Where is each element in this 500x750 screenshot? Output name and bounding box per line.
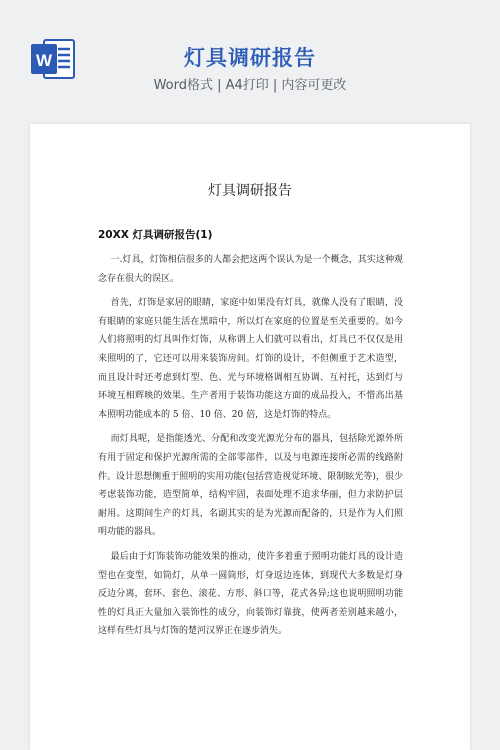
svg-text:W: W bbox=[35, 51, 53, 70]
paragraph: 最后由于灯饰装饰功能效果的推动，使许多着重于照明功能灯具的设计造型也在变型，如筒灯，从单一圆筒形，灯身返边连体，到现代大多数是灯身反边分离，套环、套色、滚花、方形、斜口等，花式各异;这也说明照明功能性的灯具正大量加入装饰性的成分，向装饰灯靠拢，使两者差别越来越小，这样有些灯具与灯饰的楚河汉界正在逐步消失。 bbox=[98, 551, 403, 637]
document-page bbox=[30, 124, 470, 750]
section-heading: 20XX 灯具调研报告(1) bbox=[98, 229, 213, 241]
page-heading: 灯具调研报告 bbox=[208, 183, 292, 199]
doc-title: 灯具调研报告 bbox=[184, 46, 316, 70]
document-body bbox=[98, 251, 403, 647]
header bbox=[0, 0, 500, 118]
paragraph: 而灯具呢，是指能透光、分配和改变光源光分布的器具，包括除光源外所有用于固定和保护光源所需的全部零部件，以及与电源连接所必需的线路附件。设计思想侧重于照明的实用功能(包括营造视觉环境、限制眩光等)，很少考虑装饰功能，造型简单，结构牢固，表面处理不追求华丽，但力求防护层耐用。这期间生产的灯具，名副其实的是为光源而配备的，只是作为人们照明功能的器具。 bbox=[98, 434, 403, 538]
paragraph: 首先，灯饰是家居的眼睛，家庭中如果没有灯具，就像人没有了眼睛，没有眼睛的家庭只能生活在黑暗中，所以灯在家庭的位置是至关重要的。如今人们将照明的灯具叫作灯饰，从称谓上人们就可以看出，灯具已不仅仅是用来照明的了，它还可以用来装饰房间。灯饰的设计，不但侧重于艺术造型，而且设计时还考虑到灯型、色、光与环境格调相互协调、互衬托，达到灯与环境互相辉映的效果。生产者用于装饰功能这方面的成品投入，不惜高出基本照明功能成本的 5 倍、10 倍、20 倍，这是灯饰的特点。 bbox=[98, 298, 403, 420]
doc-subtitle: Word格式 | A4打印 | 内容可更改 bbox=[153, 78, 347, 93]
paragraph: 一.灯具，灯饰相信很多的人都会把这两个误认为是一个概念，其实这种观念存在很大的误区。 bbox=[98, 255, 403, 284]
